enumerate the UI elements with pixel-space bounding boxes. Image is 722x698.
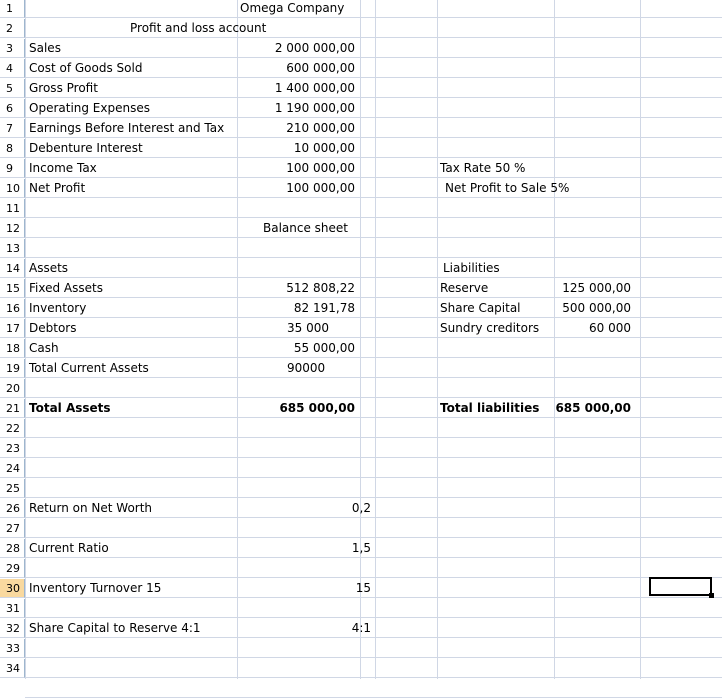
row-header[interactable]: 4 [0, 59, 25, 78]
grid-row-line [25, 477, 722, 478]
row-header[interactable]: 33 [0, 639, 25, 658]
grid-row-line [25, 657, 722, 658]
ratio-label: Return on Net Worth [29, 501, 153, 515]
row-header[interactable]: 27 [0, 519, 25, 538]
pl-label: Net Profit [29, 181, 86, 195]
row-header[interactable]: 15 [0, 279, 25, 298]
row-header[interactable]: 25 [0, 479, 25, 498]
grid-row-line [25, 177, 722, 178]
row-header[interactable]: 3 [0, 39, 25, 58]
fill-handle[interactable] [709, 593, 714, 598]
row-header[interactable]: 6 [0, 99, 25, 118]
pl-value: 600 000,00 [286, 61, 355, 75]
row-header[interactable]: 21 [0, 399, 25, 418]
selected-cell[interactable] [649, 577, 712, 596]
row-header[interactable]: 24 [0, 459, 25, 478]
row-header[interactable]: 29 [0, 559, 25, 578]
balance-sheet-title: Balance sheet [263, 221, 349, 235]
liabilities-label: Liabilities [443, 261, 500, 275]
pl-label: Earnings Before Interest and Tax [29, 121, 225, 135]
row-header[interactable]: 14 [0, 259, 25, 278]
pl-value: 210 000,00 [286, 121, 355, 135]
grid-row-line [25, 457, 722, 458]
grid-row-line [25, 677, 722, 678]
row-header[interactable]: 26 [0, 499, 25, 518]
grid-row-line [25, 237, 722, 238]
assets-label: Assets [29, 261, 69, 275]
pl-value: 100 000,00 [286, 181, 355, 195]
pl-label: Operating Expenses [29, 101, 150, 115]
pl-label: Gross Profit [29, 81, 98, 95]
row-header[interactable]: 34 [0, 659, 25, 678]
asset-label: Cash [29, 341, 59, 355]
pl-label: Cost of Goods Sold [29, 61, 143, 75]
row-header[interactable]: 28 [0, 539, 25, 558]
liability-value: 60 000 [589, 321, 631, 335]
pl-value: 2 000 000,00 [274, 41, 355, 55]
ratio-label: Inventory Turnover 15 [29, 581, 162, 595]
asset-label: Fixed Assets [29, 281, 103, 295]
ratio-value: 0,2 [351, 501, 371, 515]
asset-value: 82 191,78 [293, 301, 355, 315]
total-liabilities-label: Total liabilities [440, 401, 540, 415]
row-header[interactable]: 8 [0, 139, 25, 158]
ratio-value: 4:1 [351, 621, 371, 635]
row-header[interactable]: 19 [0, 359, 25, 378]
pl-value: 1 190 000,00 [274, 101, 355, 115]
row-header[interactable]: 7 [0, 119, 25, 138]
pl-value: 100 000,00 [286, 161, 355, 175]
total-liabilities-value: 685 000,00 [555, 401, 631, 415]
total-assets-value: 685 000,00 [279, 401, 355, 415]
row-header[interactable]: 9 [0, 159, 25, 178]
row-header[interactable]: 17 [0, 319, 25, 338]
row-header[interactable]: 31 [0, 599, 25, 618]
pl-label: Income Tax [29, 161, 97, 175]
row-header[interactable]: 22 [0, 419, 25, 438]
liability-value: 125 000,00 [562, 281, 631, 295]
row-header[interactable]: 20 [0, 379, 25, 398]
ratio-value: 15 [355, 581, 371, 595]
row-header[interactable]: 2 [0, 19, 25, 38]
grid-row-line [25, 437, 722, 438]
pl-label: Sales [29, 41, 61, 55]
ratio-label: Current Ratio [29, 541, 109, 555]
grid-row-line [25, 217, 722, 218]
asset-label: Total Current Assets [29, 361, 149, 375]
pl-label: Debenture Interest [29, 141, 143, 155]
asset-value: 512 808,22 [286, 281, 355, 295]
row-header[interactable]: 18 [0, 339, 25, 358]
liability-label: Sundry creditors [440, 321, 540, 335]
asset-value: 90000 [287, 361, 326, 375]
total-assets-label: Total Assets [29, 401, 111, 415]
pl-title: Profit and loss account [130, 21, 267, 35]
row-header[interactable]: 10 [0, 179, 25, 198]
asset-label: Inventory [29, 301, 87, 315]
row-header[interactable]: 5 [0, 79, 25, 98]
asset-value: 35 000 [287, 321, 329, 335]
ratio-label: Share Capital to Reserve 4:1 [29, 621, 201, 635]
asset-value: 55 000,00 [293, 341, 355, 355]
liability-label: Share Capital [440, 301, 521, 315]
row-header[interactable]: 23 [0, 439, 25, 458]
company-title: Omega Company [240, 1, 345, 15]
pl-value: 1 400 000,00 [274, 81, 355, 95]
row-header[interactable]: 16 [0, 299, 25, 318]
tax-rate: Tax Rate 50 % [440, 161, 526, 175]
row-header[interactable]: 12 [0, 219, 25, 238]
row-header[interactable]: 1 [0, 0, 25, 18]
ratio-value: 1,5 [351, 541, 371, 555]
grid-row-line [25, 197, 722, 198]
asset-label: Debtors [29, 321, 77, 335]
pl-value: 10 000,00 [293, 141, 355, 155]
liability-value: 500 000,00 [562, 301, 631, 315]
row-header[interactable]: 30 [0, 579, 25, 598]
row-header[interactable]: 32 [0, 619, 25, 638]
row-header[interactable]: 13 [0, 239, 25, 258]
grid-row-line [25, 537, 722, 538]
liability-label: Reserve [440, 281, 489, 295]
row-header[interactable]: 11 [0, 199, 25, 218]
net-profit-to-sale: Net Profit to Sale 5% [445, 181, 570, 195]
grid-row-line [25, 257, 722, 258]
grid-row-line [25, 557, 722, 558]
